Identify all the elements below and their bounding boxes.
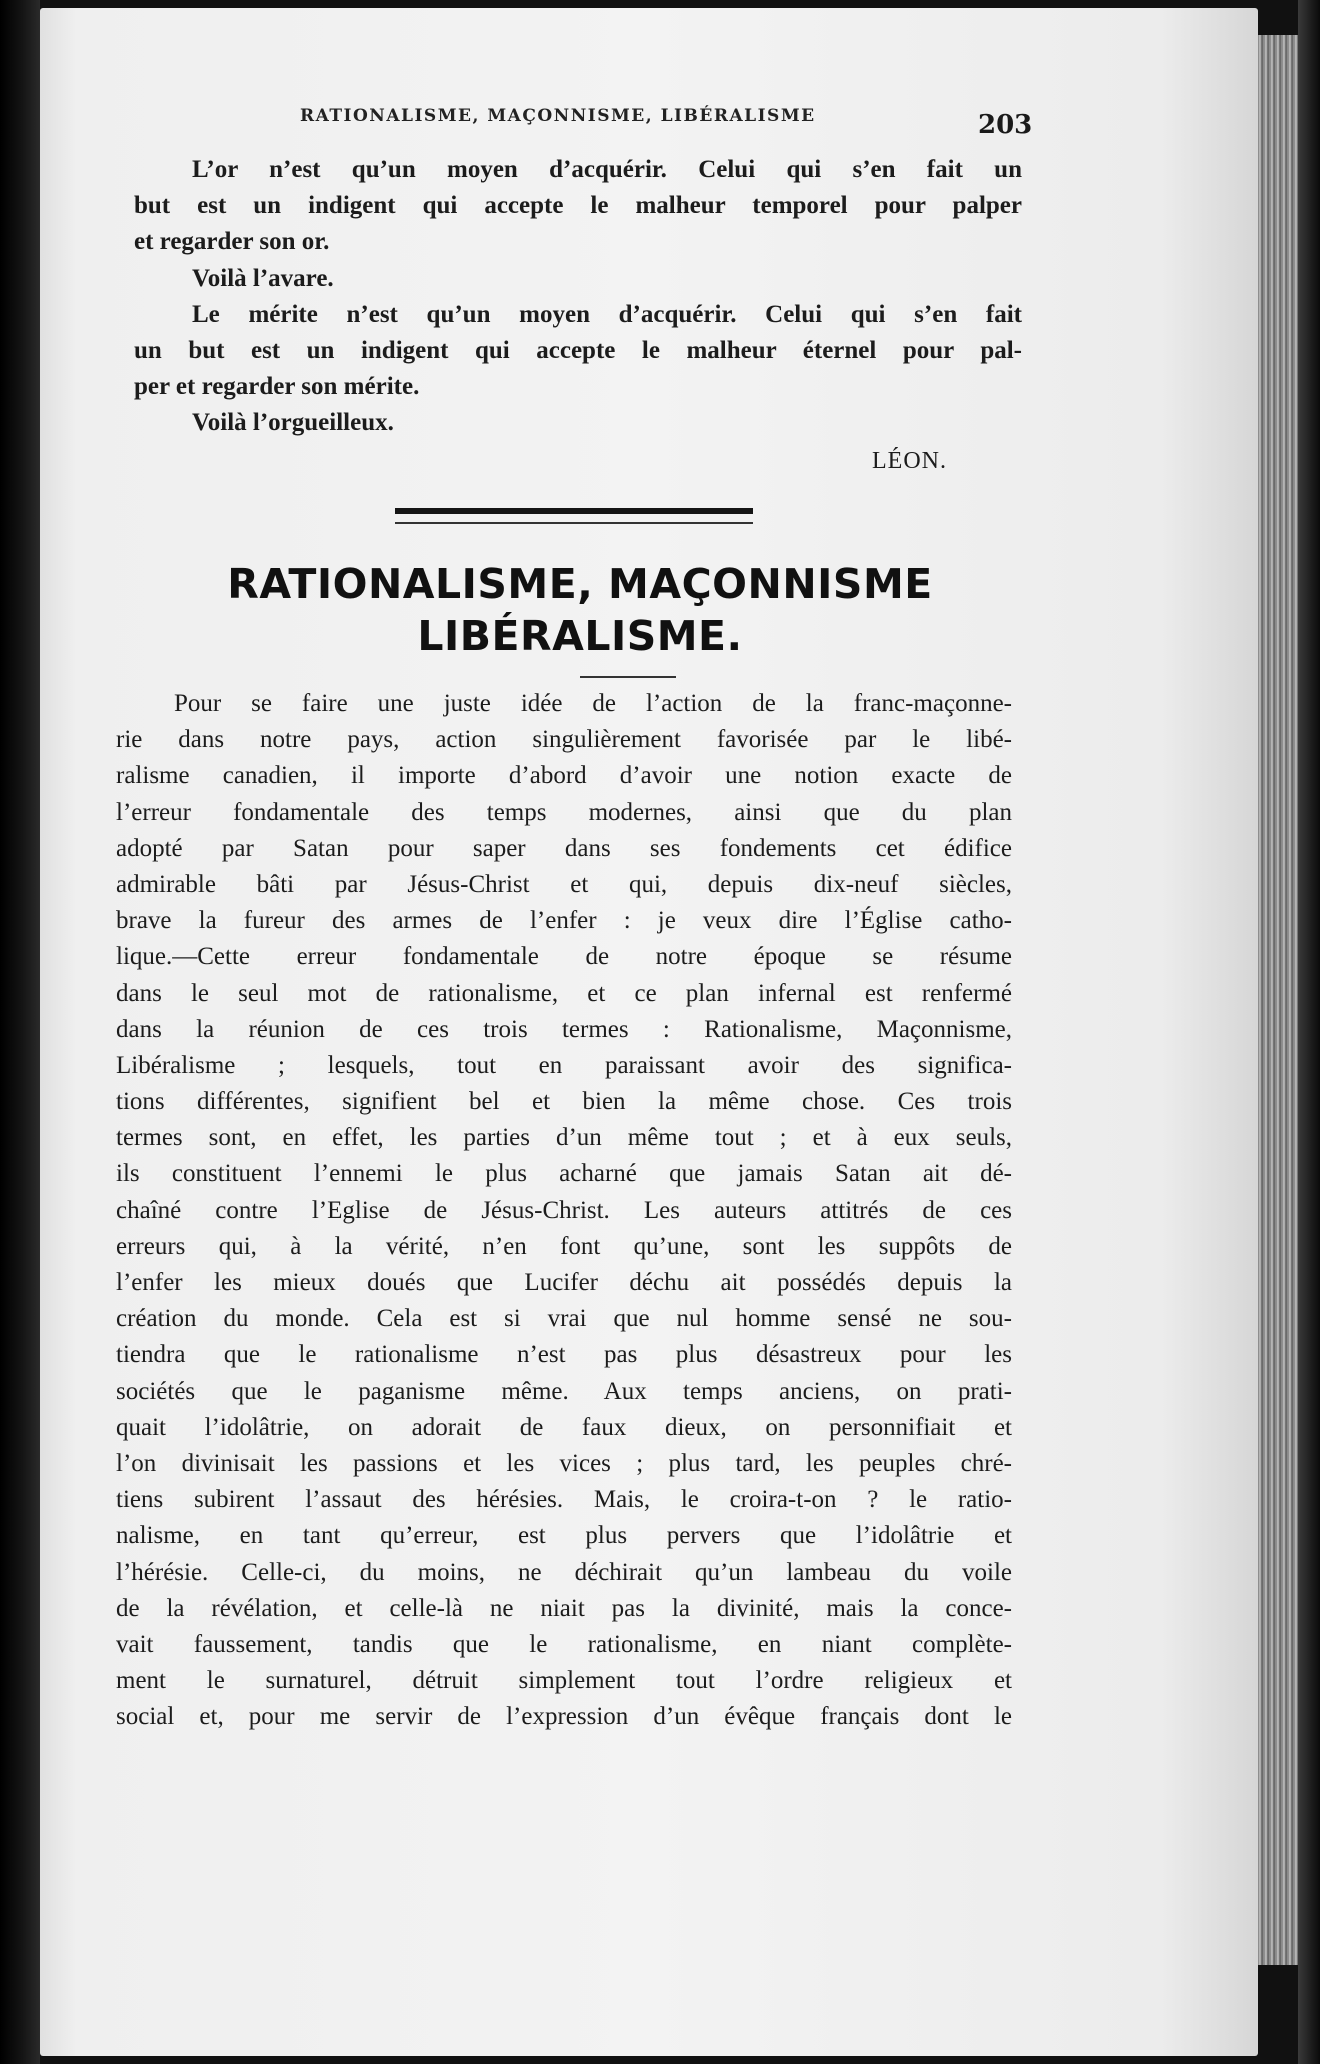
text-line: quait l’idolâtrie, on adorait de faux dieux, on personnifiait et bbox=[116, 1413, 1012, 1441]
text-line: sociétés que le paganisme même. Aux temps anciens, on prati- bbox=[116, 1377, 1012, 1405]
author-signature: LÉON. bbox=[872, 448, 947, 474]
text-line: tiendra que le rationalisme n’est pas plus désastreux pour les bbox=[116, 1341, 1012, 1369]
text-line: rie dans notre pays, action singulièrement favorisée par le libé- bbox=[116, 726, 1012, 754]
text-line: dans la réunion de ces trois termes : Rationalisme, Maçonnisme, bbox=[116, 1015, 1012, 1043]
text-line: dans le seul mot de rationalisme, et ce plan infernal est renfermé bbox=[116, 979, 1012, 1007]
text-line: admirable bâti par Jésus-Christ et qui, depuis dix-neuf siècles, bbox=[116, 870, 1012, 898]
section-divider-thick bbox=[395, 508, 753, 514]
text-line: l’enfer les mieux doués que Lucifer déchu ait possédés depuis la bbox=[116, 1269, 1012, 1296]
text-line: Libéralisme ; lesquels, tout en paraissant avoir des significa- bbox=[116, 1051, 1012, 1079]
text-line: social et, pour me servir de l’expression d’un évêque français dont le bbox=[116, 1703, 1012, 1731]
page-number: 203 bbox=[978, 110, 1033, 140]
text-line: erreurs qui, à la vérité, n’en font qu’une, sont les suppôts de bbox=[116, 1232, 1012, 1260]
text-line: L’or n’est qu’un moyen d’acquérir. Celui qui s’en fait un bbox=[192, 156, 1022, 183]
text-line: et regarder son or. bbox=[134, 228, 330, 256]
text-line: tions différentes, signifient bel et bien la même chose. Ces trois bbox=[116, 1088, 1012, 1116]
previous-article-text bbox=[134, 152, 1022, 442]
text-line: per et regarder son mérite. bbox=[134, 373, 420, 401]
stacked-page-edges bbox=[1258, 35, 1298, 1965]
facing-page-edge bbox=[0, 0, 40, 2064]
text-line: chaîné contre l’Eglise de Jésus-Christ. Les auteurs attitrés de ces bbox=[116, 1196, 1012, 1224]
heading-underline bbox=[580, 676, 676, 678]
text-line: l’hérésie. Celle-ci, du moins, ne déchirait qu’un lambeau du voile bbox=[116, 1558, 1012, 1586]
text-line: termes sont, en effet, les parties d’un même tout ; et à eux seuls, bbox=[116, 1124, 1012, 1152]
article-heading-line-2: LIBÉRALISME. bbox=[417, 612, 743, 660]
text-line: but est un indigent qui accepte le malheur temporel pour palper bbox=[134, 192, 1022, 220]
text-line: l’on divinisait les passions et les vices ; plus tard, les peuples chré- bbox=[116, 1449, 1012, 1477]
text-line: ils constituent l’ennemi le plus acharné que jamais Satan ait dé- bbox=[116, 1160, 1012, 1188]
text-line: un but est un indigent qui accepte le malheur éternel pour pal- bbox=[134, 336, 1022, 364]
text-line: tiens subirent l’assaut des hérésies. Mais, le croira-t-on ? le ratio- bbox=[116, 1486, 1012, 1514]
text-line: lique.—Cette erreur fondamentale de notre époque se résume bbox=[116, 943, 1012, 971]
text-line: nalisme, en tant qu’erreur, est plus pervers que l’idolâtrie et bbox=[116, 1522, 1012, 1550]
text-line: ralisme canadien, il importe d’abord d’avoir une notion exacte de bbox=[116, 762, 1012, 790]
text-line: Le mérite n’est qu’un moyen d’acquérir. Celui qui s’en fait bbox=[192, 300, 1022, 328]
article-heading-line-1: RATIONALISME, MAÇONNISME bbox=[227, 560, 933, 608]
text-line: Voilà l’orgueilleux. bbox=[192, 409, 394, 437]
text-line: création du monde. Cela est si vrai que nul homme sensé ne sou- bbox=[116, 1305, 1012, 1333]
book-binding-shadow bbox=[1298, 0, 1320, 2064]
text-line: adopté par Satan pour saper dans ses fondements cet édifice bbox=[116, 834, 1012, 862]
text-line: l’erreur fondamentale des temps modernes, ainsi que du plan bbox=[116, 798, 1012, 826]
text-line: brave la fureur des armes de l’enfer : je veux dire l’Église catho- bbox=[116, 907, 1012, 935]
section-divider-thin bbox=[395, 522, 753, 524]
running-head: RATIONALISME, MAÇONNISME, LIBÉRALISME bbox=[300, 106, 816, 126]
text-line: de la révélation, et celle-là ne niait pas la divinité, mais la conce- bbox=[116, 1594, 1012, 1622]
text-line: ment le surnaturel, détruit simplement tout l’ordre religieux et bbox=[116, 1667, 1012, 1695]
text-line: vait faussement, tandis que le rationalisme, en niant complète- bbox=[116, 1630, 1012, 1658]
text-line: Voilà l’avare. bbox=[192, 264, 334, 292]
article-body bbox=[116, 686, 1012, 1735]
text-line: Pour se faire une juste idée de l’action de la franc-maçonne- bbox=[174, 690, 1012, 717]
